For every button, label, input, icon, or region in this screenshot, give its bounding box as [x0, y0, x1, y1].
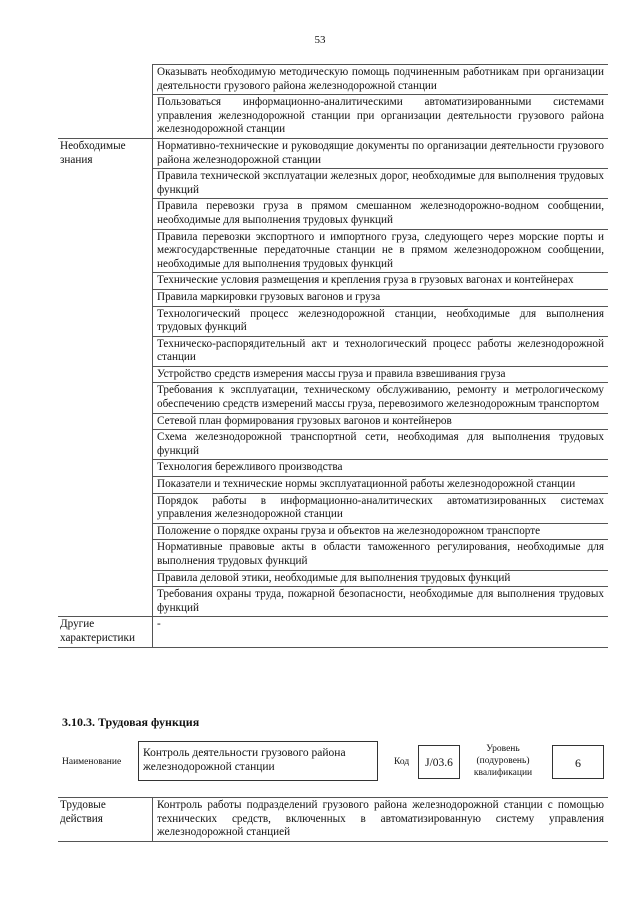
requirement-item: Положение о порядке охраны груза и объектов на железнодорожном транспорте: [153, 523, 609, 540]
code-label: Код: [394, 757, 410, 767]
actions-row: [58, 798, 608, 842]
requirement-item: Нормативные правовые акты в области таможенного регулирования, необходимые для выполнения трудовых функций: [153, 540, 609, 570]
level-label: Уровень (подуровень) квалификации: [473, 744, 533, 778]
requirement-item: Технологический процесс железнодорожной станции, необходимые для выполнения трудовых функций: [153, 306, 609, 336]
requirement-group-label: Необходимые знания: [58, 138, 153, 616]
requirement-item: Технические условия размещения и крепления груза в грузовых вагонах и контейнерах: [153, 273, 609, 290]
requirements-table: [58, 64, 608, 648]
requirements-row: [58, 65, 608, 95]
name-label: Наименование: [62, 757, 122, 767]
requirement-item: Правила маркировки грузовых вагонов и груза: [153, 289, 609, 306]
requirements-row: [58, 617, 608, 647]
requirement-group-label: Другие характеристики: [58, 617, 153, 647]
requirement-item: Правила технической эксплуатации железных дорог, необходимые для выполнения трудовых функций: [153, 169, 609, 199]
requirement-item: -: [153, 617, 609, 647]
requirement-item: Техническо-распорядительный акт и технологический процесс работы железнодорожной станции: [153, 336, 609, 366]
requirement-item: Правила деловой этики, необходимые для выполнения трудовых функций: [153, 570, 609, 587]
requirement-item: Устройство средств измерения массы груза и правила взвешивания груза: [153, 366, 609, 383]
requirement-item: Нормативно-технические и руководящие документы по организации деятельности грузового района железнодорожной станции: [153, 138, 609, 168]
requirement-item: Сетевой план формирования грузовых вагонов и контейнеров: [153, 413, 609, 430]
function-name-box: Контроль деятельности грузового района железнодорожной станции: [138, 741, 378, 781]
page-number: 53: [314, 34, 326, 46]
function-code-box: J/03.6: [418, 745, 460, 779]
actions-label: Трудовые действия: [58, 798, 153, 842]
requirement-item: Порядок работы в информационно-аналитических автоматизированных системах управления железнодорожной станции: [153, 493, 609, 523]
section-title: 3.10.3. Трудовая функция: [62, 715, 200, 729]
level-value-box: 6: [552, 745, 604, 779]
requirement-item: Показатели и технические нормы эксплуатационной работы железнодорожной станции: [153, 477, 609, 494]
requirement-group-label: [58, 65, 153, 139]
requirement-item: Требования к эксплуатации, техническому обслуживанию, ремонту и метрологическому обеспечению средств измерений массы груза, перевозимого железнодорожным транспортом: [153, 383, 609, 413]
requirements-table-body: [58, 65, 608, 648]
requirement-item: Правила перевозки груза в прямом смешанном железнодорожно-водном сообщении, необходимые для выполнения трудовых функций: [153, 199, 609, 229]
requirement-item: Пользоваться информационно-аналитическими автоматизированными системами управления железнодорожной станции при организации деятельности грузового района железнодорожной станции: [153, 95, 609, 139]
function-header: [58, 741, 608, 785]
requirement-item: Схема железнодорожной транспортной сети, необходимая для выполнения трудовых функций: [153, 430, 609, 460]
requirements-row: [58, 138, 608, 168]
requirement-item: Требования охраны труда, пожарной безопасности, необходимые для выполнения трудовых функций: [153, 587, 609, 617]
requirement-item: Технология бережливого производства: [153, 460, 609, 477]
actions-item: Контроль работы подразделений грузового района железнодорожной станции с помощью технических средств, включенных в автоматизированную систему управления железнодорожной станцией: [153, 798, 609, 842]
requirement-item: Оказывать необходимую методическую помощь подчиненным работникам при организации деятельности грузового района железнодорожной станции: [153, 65, 609, 95]
actions-table: [58, 797, 608, 842]
requirement-item: Правила перевозки экспортного и импортного груза, следующего через морские порты и межгосударственные передаточные станции не в прямом железнодорожном сообщении, необходимые для выполнения трудовых функций: [153, 229, 609, 273]
